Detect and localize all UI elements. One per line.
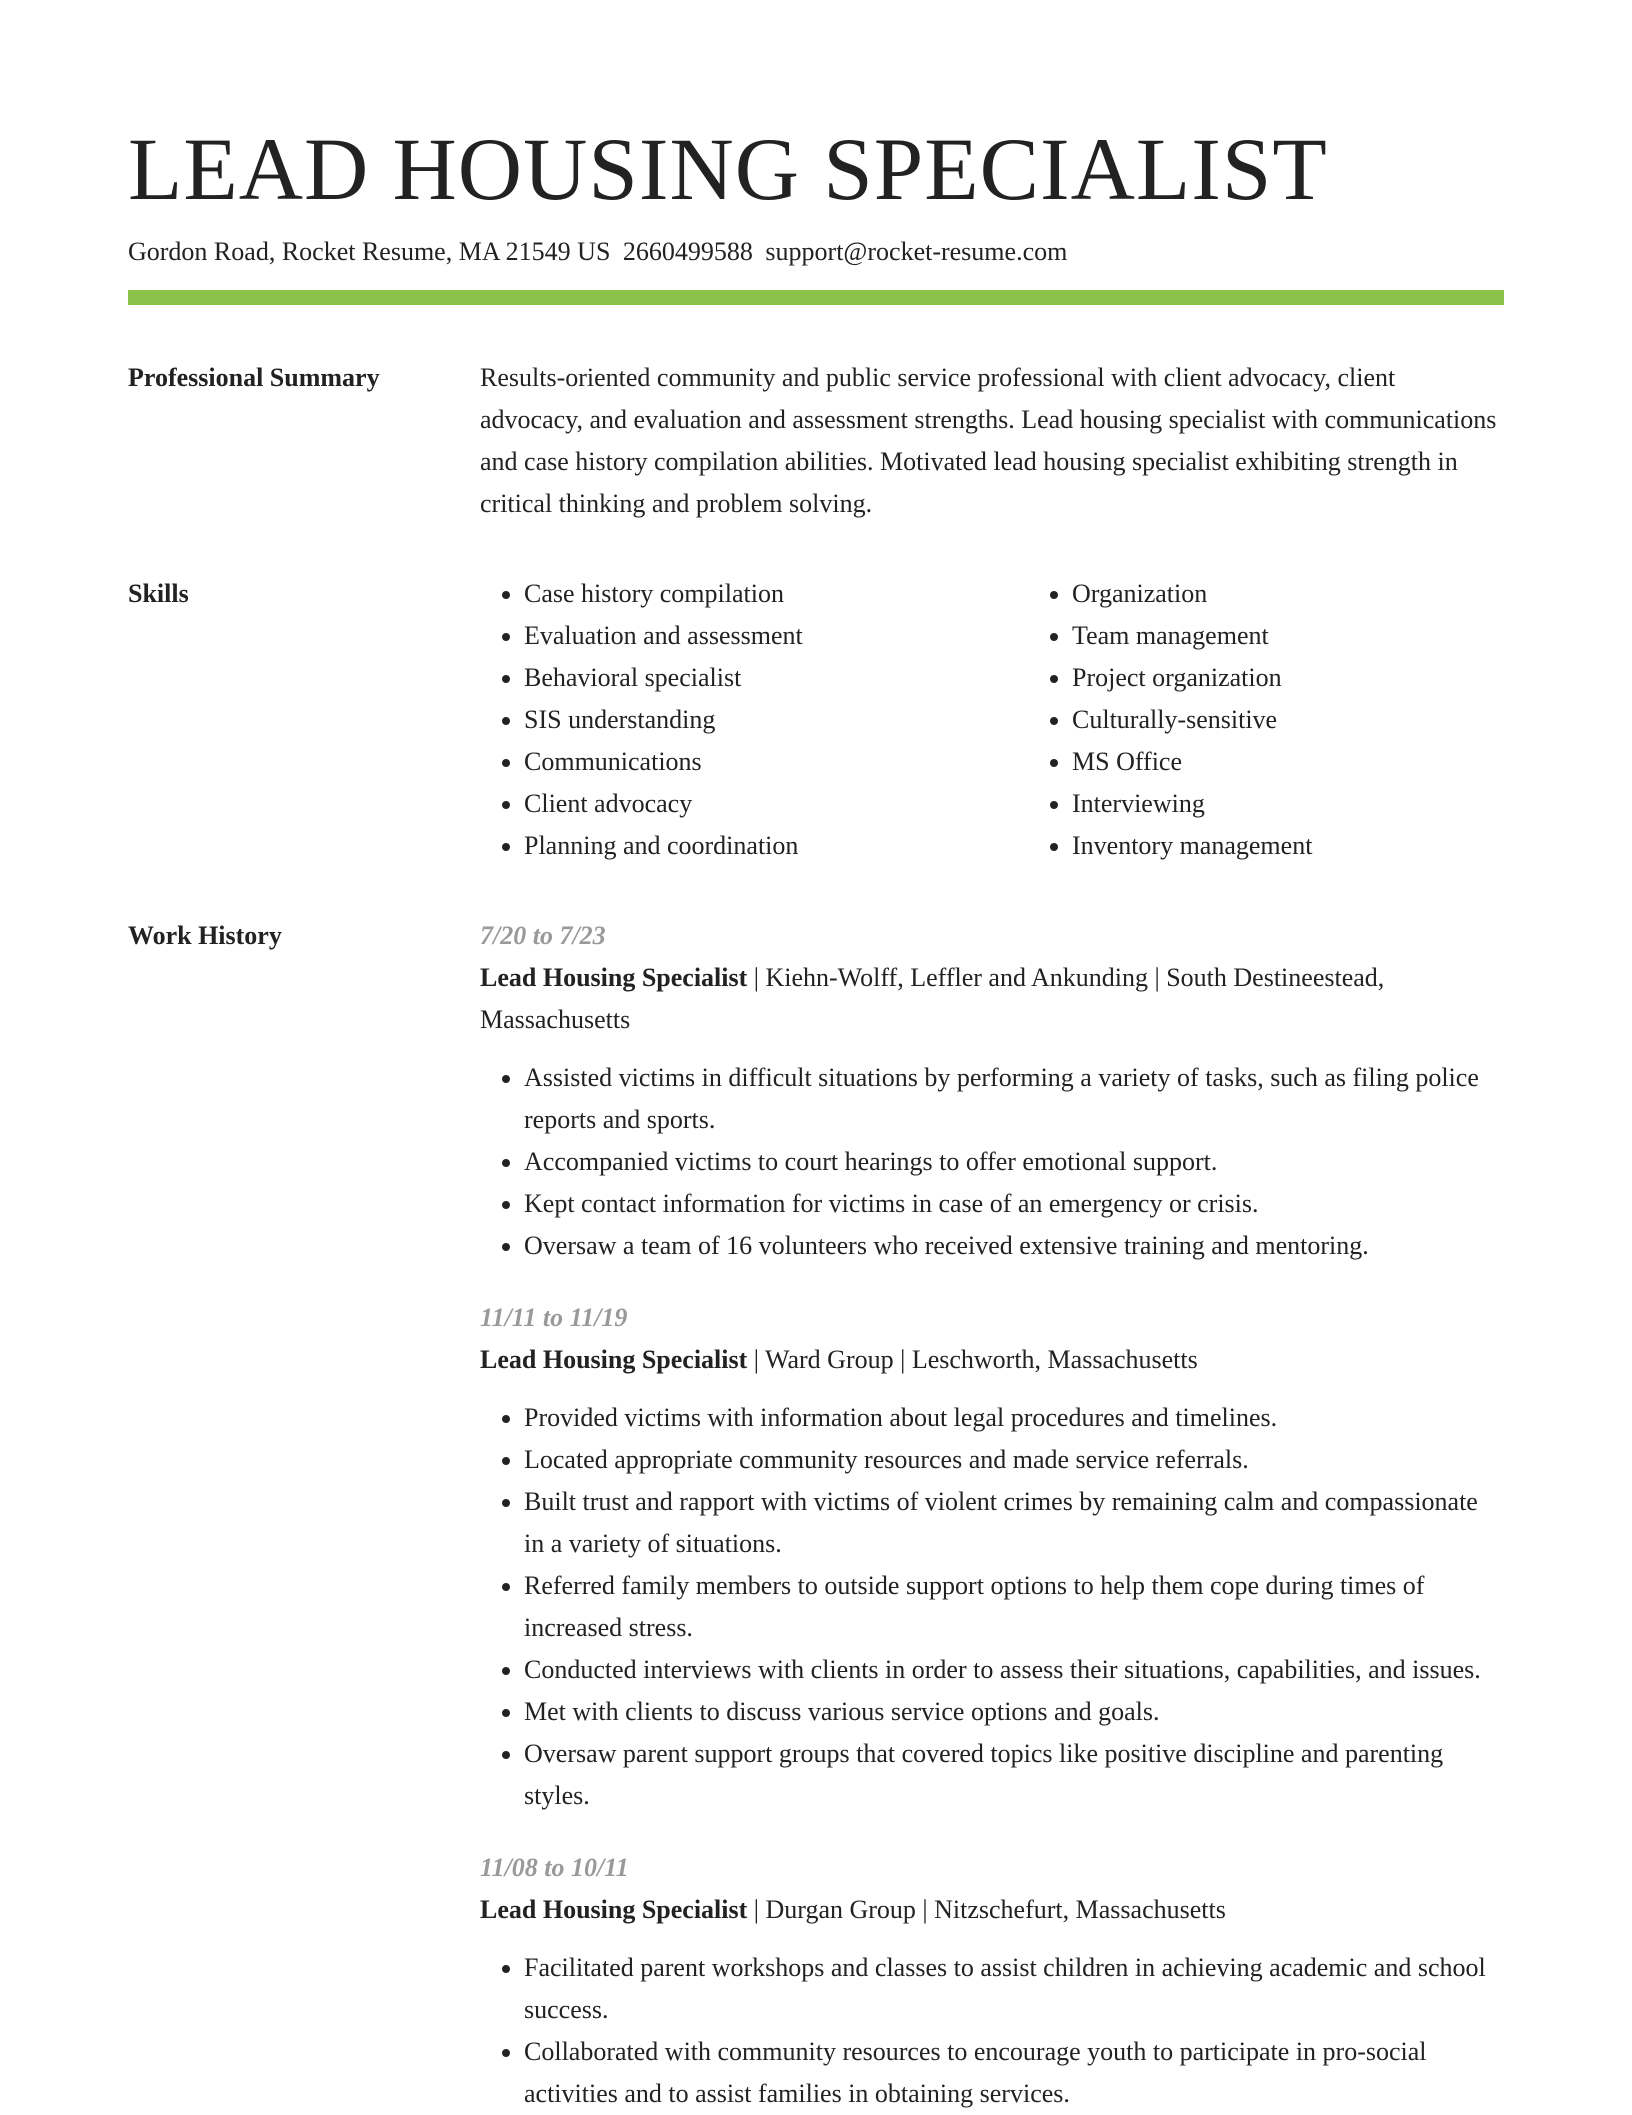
summary-text: Results-oriented community and public service professional with client advocacy, client advocacy, and evaluation and assessment strengths. Lead housing specialist with communications and case history compilation abilities. Motivated lead housing specialist exhibiting strength in critical thinking and problem solving. bbox=[480, 363, 1497, 518]
job-title: Lead Housing Specialist bbox=[480, 1345, 748, 1374]
summary-heading: Professional Summary bbox=[128, 363, 380, 392]
job-details: | Durgan Group | Nitzschefurt, Massachusetts bbox=[747, 1895, 1226, 1924]
skills-list-left bbox=[480, 573, 1028, 867]
job-bullet: • Oversaw a team of 16 volunteers who received extensive training and mentoring. bbox=[524, 1225, 1504, 1267]
skill-item: • Case history compilation bbox=[524, 573, 1028, 615]
skill-item: • Organization bbox=[1072, 573, 1576, 615]
job-bullet: • Kept contact information for victims in case of an emergency or crisis. bbox=[524, 1183, 1504, 1225]
job-details: | Kiehn-Wolff, Leffler and Ankunding | South Destineestead, Massachusetts bbox=[480, 963, 1385, 1034]
resume-page bbox=[128, 118, 1504, 2115]
skill-item: • Planning and coordination bbox=[524, 825, 1028, 867]
skill-item: • Team management bbox=[1072, 615, 1576, 657]
work-history-section bbox=[128, 915, 1504, 2115]
job-bullet: • Facilitated parent workshops and classes to assist children in achieving academic and school success. bbox=[524, 1947, 1504, 2031]
job-bullet: • Assisted victims in difficult situations by performing a variety of tasks, such as filing police reports and sports. bbox=[524, 1057, 1504, 1141]
job-bullets bbox=[480, 1057, 1504, 1267]
job-bullet: • Built trust and rapport with victims of violent crimes by remaining calm and compassionate in a variety of situations. bbox=[524, 1481, 1504, 1565]
job-dates: 11/08 to 10/11 bbox=[480, 1853, 629, 1882]
job-details: | Ward Group | Leschworth, Massachusetts bbox=[747, 1345, 1198, 1374]
skills-heading: Skills bbox=[128, 579, 189, 608]
job-bullet: • Conducted interviews with clients in order to assess their situations, capabilities, and issues. bbox=[524, 1649, 1504, 1691]
work-history-heading: Work History bbox=[128, 921, 282, 950]
skills-section bbox=[128, 573, 1504, 867]
job-entry bbox=[480, 1847, 1504, 2115]
skill-item: • SIS understanding bbox=[524, 699, 1028, 741]
contact-email: support@rocket-resume.com bbox=[765, 237, 1068, 266]
job-title: Lead Housing Specialist bbox=[480, 1895, 748, 1924]
resume-name: LEAD HOUSING SPECIALIST bbox=[128, 121, 1328, 219]
skill-item: • Project organization bbox=[1072, 657, 1576, 699]
skill-item: • Evaluation and assessment bbox=[524, 615, 1028, 657]
job-bullet: • Met with clients to discuss various service options and goals. bbox=[524, 1691, 1504, 1733]
job-title: Lead Housing Specialist bbox=[480, 963, 748, 992]
job-bullet: • Located appropriate community resources and made service referrals. bbox=[524, 1439, 1504, 1481]
contact-phone: 2660499588 bbox=[622, 237, 753, 266]
job-entry bbox=[480, 1297, 1504, 1817]
job-bullet: • Accompanied victims to court hearings to offer emotional support. bbox=[524, 1141, 1504, 1183]
job-bullet: • Referred family members to outside support options to help them cope during times of increased stress. bbox=[524, 1565, 1504, 1649]
contact-address: Gordon Road, Rocket Resume, MA 21549 US bbox=[128, 237, 611, 266]
job-dates: 11/11 to 11/19 bbox=[480, 1303, 628, 1332]
skill-item: • Client advocacy bbox=[524, 783, 1028, 825]
job-dates: 7/20 to 7/23 bbox=[480, 921, 606, 950]
contact-line bbox=[128, 234, 1504, 270]
job-bullet: • Oversaw parent support groups that covered topics like positive discipline and parenting styles. bbox=[524, 1733, 1504, 1817]
job-bullet: • Provided victims with information about legal procedures and timelines. bbox=[524, 1397, 1504, 1439]
skill-item: • Inventory management bbox=[1072, 825, 1576, 867]
skill-item: • Interviewing bbox=[1072, 783, 1576, 825]
job-header bbox=[480, 957, 1504, 1041]
skill-item: • Behavioral specialist bbox=[524, 657, 1028, 699]
skill-item: • Communications bbox=[524, 741, 1028, 783]
skill-item: • MS Office bbox=[1072, 741, 1576, 783]
job-entry bbox=[480, 915, 1504, 1267]
skill-item: • Culturally-sensitive bbox=[1072, 699, 1576, 741]
job-bullet: • Collaborated with community resources to encourage youth to participate in pro-social activities and to assist families in obtaining services. bbox=[524, 2031, 1504, 2115]
job-bullets bbox=[480, 1947, 1504, 2115]
summary-section bbox=[128, 357, 1504, 525]
header-divider bbox=[128, 290, 1504, 305]
skills-list-right bbox=[1028, 573, 1576, 867]
job-header bbox=[480, 1339, 1504, 1381]
job-header bbox=[480, 1889, 1504, 1931]
job-bullets bbox=[480, 1397, 1504, 1817]
